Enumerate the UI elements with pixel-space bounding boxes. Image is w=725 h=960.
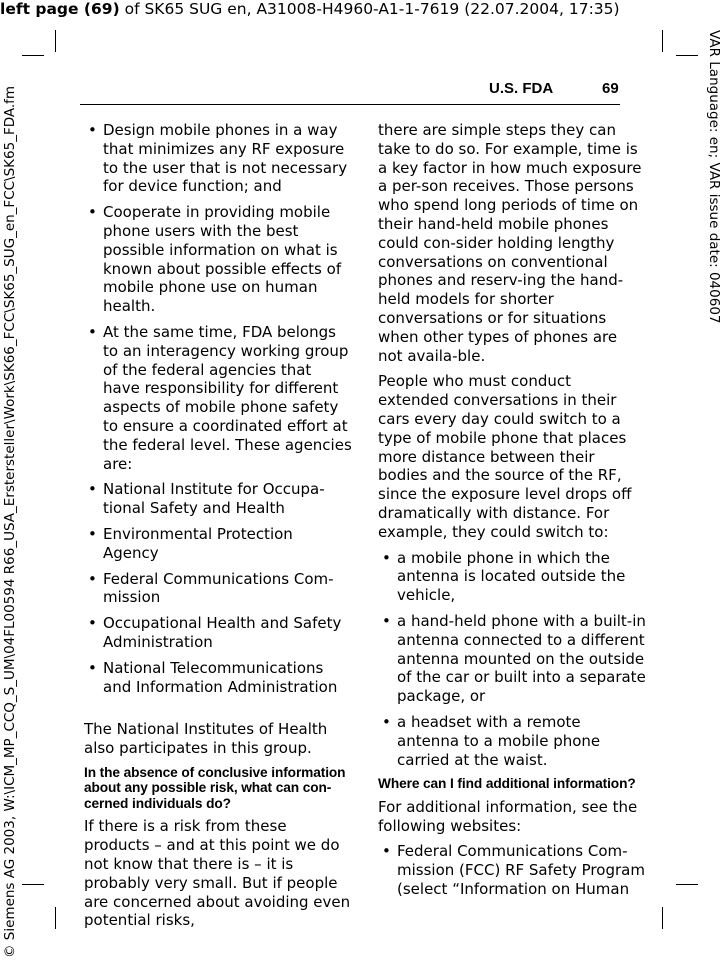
- print-info-bold: left page (69): [0, 0, 120, 18]
- list-item: • a headset with a remote antenna to a mobile phone carried at the waist.: [378, 713, 646, 769]
- list-item: • At the same time, FDA belongs to an interagency working group of the federal agencies that have responsibility for different aspects of mobile phone safety to ensure a coordinated effort at the federal level. These agencies are:: [84, 323, 352, 473]
- list-item: • Occupational Health and Safety Administration: [84, 614, 352, 652]
- crop-mark: [22, 55, 44, 56]
- paragraph-continued: there are simple steps they can take to do so. For example, time is a key factor in how much exposure a per-son receives. Those persons who spend long periods of time on their hand-held mobile phones could con-sider holding lengthy conversations on conventional phones and reserv-ing the hand-held models for shorter conversations or for situations when other types of phones are not availa-ble.: [378, 121, 642, 365]
- fda-actions-list: [84, 121, 352, 696]
- crop-mark: [676, 884, 698, 885]
- crop-mark: [662, 30, 663, 52]
- side-file-path: © Siemens AG 2003, W:\ICM_MP_CCQ_S_UM\04FL00594 R66_USA_Erstersteller\Work\SK66_FCC\SK65_SUG_en_FCC\SK65_FDA.fm: [2, 85, 18, 958]
- list-item: • Environmental Protection Agency: [84, 525, 352, 563]
- list-item: • Design mobile phones in a way that minimizes any RF exposure to the user that is not necessary for device function; and: [84, 121, 352, 196]
- right-column: [378, 121, 646, 906]
- crop-mark: [676, 55, 698, 56]
- list-item: • National Telecommunications and Information Administration: [84, 659, 352, 697]
- list-item: • Federal Communications Com-mission (FCC) RF Safety Program (select “Information on Human: [378, 842, 646, 898]
- crop-mark: [55, 907, 56, 929]
- left-column: [84, 121, 352, 937]
- paragraph-cars: People who must conduct extended conversations in their cars every day could switch to a type of mobile phone that places more distance between their bodies and the source of the RF, since the exposure level drops off dramatically with distance. For example, they could switch to:: [378, 372, 632, 541]
- list-item: • Federal Communications Com-mission: [84, 570, 352, 608]
- paragraph-nih: The National Institutes of Health also participates in this group.: [84, 720, 328, 758]
- list-item: • National Institute for Occupa-tional Safety and Health: [84, 480, 352, 518]
- websites-list: [378, 842, 646, 898]
- section-heading-more-info: Where can I find additional information?: [378, 776, 636, 792]
- section-heading-concerned: In the absence of conclusive information about any possible risk, what can con-cerned individuals do?: [84, 764, 346, 811]
- paragraph-risk: If there is a risk from these products – and at this point we do not know that there is – it is probably very small. But if people are concerned about avoiding even potential risks,: [84, 817, 351, 930]
- paragraph-info: For additional information, see the following websites:: [378, 797, 638, 835]
- list-item: • Cooperate in providing mobile phone users with the best possible information on what is known about possible effects of mobile phone use on human health.: [84, 203, 352, 316]
- print-info-rest: of SK65 SUG en, A31008-H4960-A1-1-7619 (22.07.2004, 17:35): [119, 0, 620, 18]
- print-info-line: [0, 0, 620, 18]
- crop-mark: [22, 884, 44, 885]
- crop-mark: [55, 30, 56, 52]
- page-number: 69: [602, 80, 619, 97]
- switch-options-list: [378, 549, 646, 770]
- crop-mark: [662, 907, 663, 929]
- list-item: • a mobile phone in which the antenna is located outside the vehicle,: [378, 549, 646, 605]
- side-var-info: VAR Language: en; VAR issue date: 040607: [706, 30, 722, 324]
- running-header-title: U.S. FDA: [489, 80, 554, 97]
- header-rule: [80, 104, 620, 105]
- list-item: • a hand-held phone with a built-in antenna connected to a different antenna mounted on the outside of the car or built into a separate package, or: [378, 612, 646, 706]
